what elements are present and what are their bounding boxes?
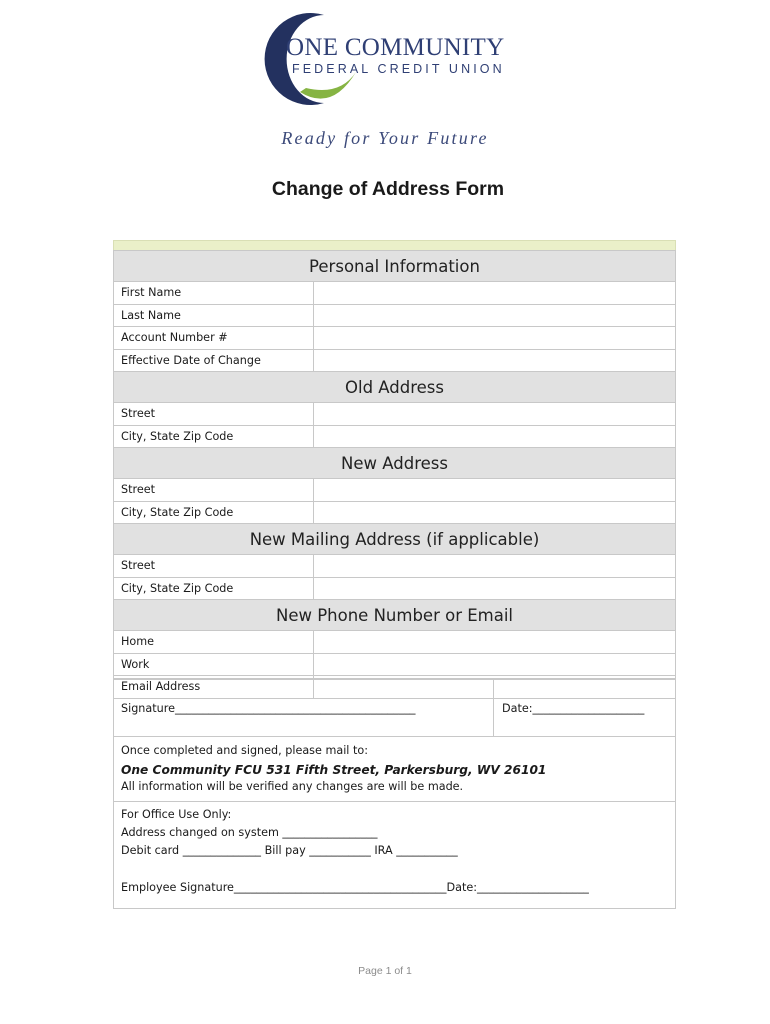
mailing-city-state-zip-field[interactable] — [314, 578, 675, 600]
signature-box — [113, 678, 676, 909]
section-new-address: New Address — [113, 448, 676, 479]
signature-row — [114, 680, 675, 737]
page-number: Page 1 of 1 — [358, 965, 412, 977]
row-work — [113, 654, 676, 677]
first-name-field[interactable] — [314, 282, 675, 304]
section-personal-information: Personal Information — [113, 250, 676, 282]
mail-instruction: Once completed and signed, please mail to: — [121, 744, 368, 757]
work-phone-field[interactable] — [314, 654, 675, 676]
row-mailing-street — [113, 555, 676, 578]
row-effective-date — [113, 350, 676, 373]
logo-subname: FEDERAL CREDIT UNION — [292, 62, 505, 76]
section-phone-email: New Phone Number or Email — [113, 600, 676, 631]
row-new-street — [113, 479, 676, 502]
header-strip — [113, 240, 676, 250]
field-label: First Name — [114, 282, 314, 304]
logo-tagline: Ready for Your Future — [281, 128, 489, 148]
address-form-table — [113, 240, 676, 699]
field-label: Street — [114, 555, 314, 577]
row-last-name — [113, 305, 676, 328]
field-label: City, State Zip Code — [114, 502, 314, 524]
account-number-field[interactable] — [314, 327, 675, 349]
row-old-street — [113, 403, 676, 426]
row-account-number — [113, 327, 676, 350]
row-new-city-state-zip — [113, 502, 676, 525]
section-old-address: Old Address — [113, 372, 676, 403]
verification-note: All information will be verified any changes are will be made. — [121, 780, 464, 793]
field-label: Street — [114, 479, 314, 501]
field-label: Home — [114, 631, 314, 653]
new-city-state-zip-field[interactable] — [314, 502, 675, 524]
effective-date-field[interactable] — [314, 350, 675, 372]
field-label: City, State Zip Code — [114, 426, 314, 448]
section-new-mailing-address: New Mailing Address (if applicable) — [113, 524, 676, 555]
employee-signature-line: Employee Signature______________________________________Date:____________________ — [121, 881, 589, 894]
logo-green-arc — [300, 72, 356, 99]
address-changed-line: Address changed on system _________________ — [121, 826, 378, 839]
mailing-instructions — [114, 737, 675, 802]
old-street-field[interactable] — [314, 403, 675, 425]
office-use-heading: For Office Use Only: — [121, 808, 232, 821]
field-label: Effective Date of Change — [114, 350, 314, 372]
office-use-section — [114, 802, 675, 897]
home-phone-field[interactable] — [314, 631, 675, 653]
field-label: Work — [114, 654, 314, 676]
form-title: Change of Address Form — [271, 178, 505, 200]
field-label: Email Address — [114, 676, 314, 698]
old-city-state-zip-field[interactable] — [314, 426, 675, 448]
row-first-name — [113, 282, 676, 305]
field-label: Street — [114, 403, 314, 425]
date-line[interactable]: Date:____________________ — [502, 701, 645, 715]
field-label: City, State Zip Code — [114, 578, 314, 600]
mailing-street-field[interactable] — [314, 555, 675, 577]
row-home — [113, 631, 676, 654]
mailing-address: One Community FCU 531 Fifth Street, Parkersburg, WV 26101 — [121, 763, 547, 777]
row-old-city-state-zip — [113, 426, 676, 449]
field-label: Last Name — [114, 305, 314, 327]
logo-name: ONE COMMUNITY — [286, 34, 505, 61]
new-street-field[interactable] — [314, 479, 675, 501]
accounts-line: Debit card ______________ Bill pay ___________ IRA ___________ — [121, 844, 458, 857]
last-name-field[interactable] — [314, 305, 675, 327]
signature-line[interactable]: Signature___________________________________________ — [114, 680, 494, 736]
row-mailing-city-state-zip — [113, 578, 676, 601]
field-label: Account Number # — [114, 327, 314, 349]
